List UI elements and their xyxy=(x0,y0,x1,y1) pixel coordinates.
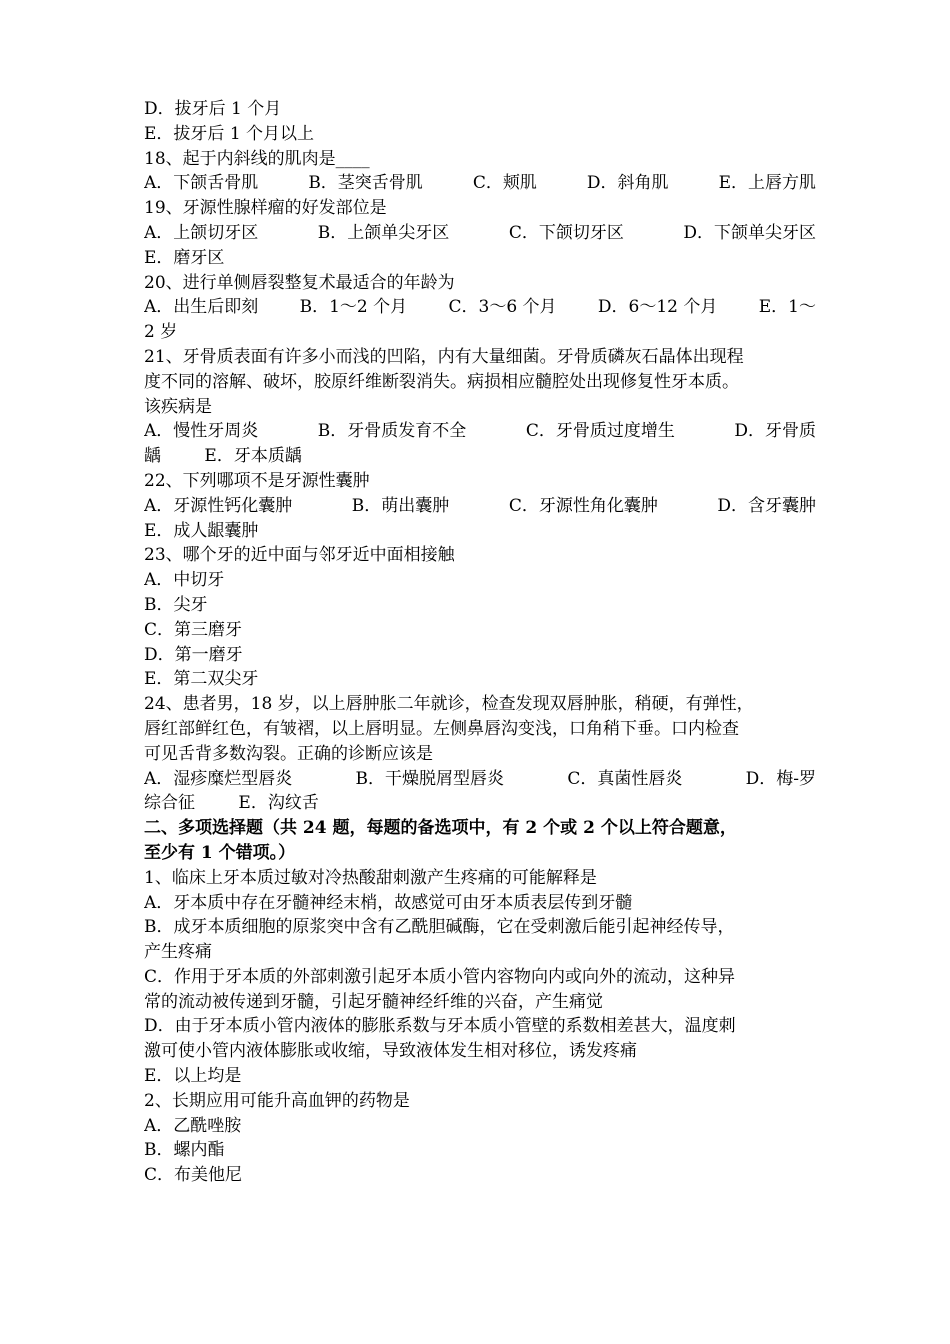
section-heading-line2: 至少有 1 个错项。） xyxy=(144,842,296,863)
q22-option-c: C．牙源性角化囊肿 xyxy=(508,495,658,516)
q20-stem: 20、进行单侧唇裂整复术最适合的年龄为 xyxy=(144,272,455,293)
q22-options xyxy=(144,494,816,519)
q24-option-d-cont: 综合征 xyxy=(144,793,195,814)
q22-option-d: D．含牙囊肿 xyxy=(717,495,816,516)
mq1-option-a: A．牙本质中存在牙髓神经末梢，故感觉可由牙本质表层传到牙髓 xyxy=(144,892,633,913)
q24-stem-line1: 24、患者男，18 岁，以上唇肿胀二年就诊，检查发现双唇肿胀，稍硬，有弹性， xyxy=(144,694,754,715)
mq1-option-c-line2: 常的流动被传递到牙髓，引起牙髓神经纤维的兴奋，产生痛觉 xyxy=(144,991,603,1012)
q19-option-e: E．磨牙区 xyxy=(144,247,225,268)
q18-option-b: B．茎突舌骨肌 xyxy=(308,173,423,194)
q22-option-b: B．萌出囊肿 xyxy=(351,495,450,516)
mq2-option-b: B．螺内酯 xyxy=(144,1140,225,1161)
q24-option-c: C．真菌性唇炎 xyxy=(567,768,683,789)
q18-stem: 18、起于内斜线的肌肉是____ xyxy=(144,148,370,169)
mq1-option-e: E．以上均是 xyxy=(144,1066,242,1087)
mq2-option-c: C．布美他尼 xyxy=(144,1165,243,1186)
q23-option-b: B．尖牙 xyxy=(144,594,208,615)
q20-option-e-cont: 2 岁 xyxy=(144,322,178,343)
mq1-option-d-line2: 激可使小管内液体膨胀或收缩，导致液体发生相对移位，诱发疼痛 xyxy=(144,1041,637,1062)
q21-stem-line2: 度不同的溶解、破坏，胶原纤维断裂消失。病损相应髓腔处出现修复性牙本质。 xyxy=(144,371,739,392)
q20-option-b: B．1～2 个月 xyxy=(299,297,408,318)
q23-option-d: D．第一磨牙 xyxy=(144,644,243,665)
q21-stem-line3: 该疾病是 xyxy=(144,396,212,417)
q21-stem-line1: 21、牙骨质表面有许多小而浅的凹陷，内有大量细菌。牙骨质磷灰石晶体出现程 xyxy=(144,346,744,367)
q17-option-e: E．拔牙后 1 个月以上 xyxy=(144,123,315,144)
q20-option-c: C．3～6 个月 xyxy=(448,297,557,318)
q24-options-cont xyxy=(144,791,816,816)
q23-option-c: C．第三磨牙 xyxy=(144,619,243,640)
q22-option-a: A．牙源性钙化囊肿 xyxy=(144,495,293,516)
q24-stem-line3: 可见舌背多数沟裂。正确的诊断应该是 xyxy=(144,743,433,764)
q21-option-d-cont: 龋 xyxy=(144,446,161,467)
q18-options xyxy=(144,171,816,196)
q24-option-a: A．湿疹糜烂型唇炎 xyxy=(144,768,293,789)
mq1-stem: 1、临床上牙本质过敏对冷热酸甜刺激产生疼痛的可能解释是 xyxy=(144,867,597,888)
q23-option-e: E．第二双尖牙 xyxy=(144,669,259,690)
q19-option-b: B．上颌单尖牙区 xyxy=(317,222,450,243)
q20-options xyxy=(144,295,816,320)
q21-option-d: D．牙骨质 xyxy=(734,421,816,442)
q23-stem: 23、哪个牙的近中面与邻牙近中面相接触 xyxy=(144,545,455,566)
q17-option-d: D．拔牙后 1 个月 xyxy=(144,99,282,119)
q20-option-a: A．出生后即刻 xyxy=(144,297,259,318)
q21-option-b: B．牙骨质发育不全 xyxy=(317,421,467,442)
q24-option-e: E．沟纹舌 xyxy=(238,793,319,814)
section-heading-line1: 二、多项选择题（共 24 题，每题的备选项中，有 2 个或 2 个以上符合题意， xyxy=(144,818,737,839)
q19-option-d: D．下颌单尖牙区 xyxy=(683,222,816,243)
q21-option-e: E．牙本质龋 xyxy=(204,446,302,467)
q19-stem: 19、牙源性腺样瘤的好发部位是 xyxy=(144,198,387,219)
q18-option-d: D．斜角肌 xyxy=(586,173,669,194)
q24-option-d: D．梅-罗 xyxy=(745,768,816,789)
q24-options xyxy=(144,767,816,792)
q20-option-d: D．6～12 个月 xyxy=(597,297,718,318)
mq1-option-b-line1: B．成牙本质细胞的原浆突中含有乙酰胆碱酶，它在受刺激后能引起神经传导， xyxy=(144,917,735,938)
mq1-option-d-line1: D．由于牙本质小管内液体的膨胀系数与牙本质小管壁的系数相差甚大，温度刺 xyxy=(144,1016,736,1037)
q18-option-a: A．下颌舌骨肌 xyxy=(144,173,259,194)
q18-option-c: C．颊肌 xyxy=(472,173,537,194)
mq1-option-b-line2: 产生疼痛 xyxy=(144,942,212,963)
q23-option-a: A．中切牙 xyxy=(144,570,225,591)
mq1-option-c-line1: C．作用于牙本质的外部刺激引起牙本质小管内容物向内或向外的流动，这种异 xyxy=(144,966,736,987)
q22-option-e: E．成人龈囊肿 xyxy=(144,520,259,541)
q18-option-e: E．上唇方肌 xyxy=(718,173,816,194)
q24-option-b: B．干燥脱屑型唇炎 xyxy=(355,768,505,789)
q24-stem-line2: 唇红部鲜红色，有皱褶，以上唇明显。左侧鼻唇沟变浅，口角稍下垂。口内检查 xyxy=(144,718,739,739)
q19-options xyxy=(144,221,816,246)
q20-option-e: E．1～ xyxy=(758,297,816,318)
q19-option-c: C．下颌切牙区 xyxy=(508,222,624,243)
q21-options xyxy=(144,419,816,444)
q21-option-a: A．慢性牙周炎 xyxy=(144,421,259,442)
q21-options-cont xyxy=(144,444,816,469)
q22-stem: 22、下列哪项不是牙源性囊肿 xyxy=(144,470,370,491)
document-page xyxy=(144,97,816,1188)
q19-option-a: A．上颌切牙区 xyxy=(144,222,259,243)
q21-option-c: C．牙骨质过度增生 xyxy=(525,421,675,442)
mq2-option-a: A．乙酰唑胺 xyxy=(144,1115,242,1136)
mq2-stem: 2、长期应用可能升高血钾的药物是 xyxy=(144,1090,410,1111)
